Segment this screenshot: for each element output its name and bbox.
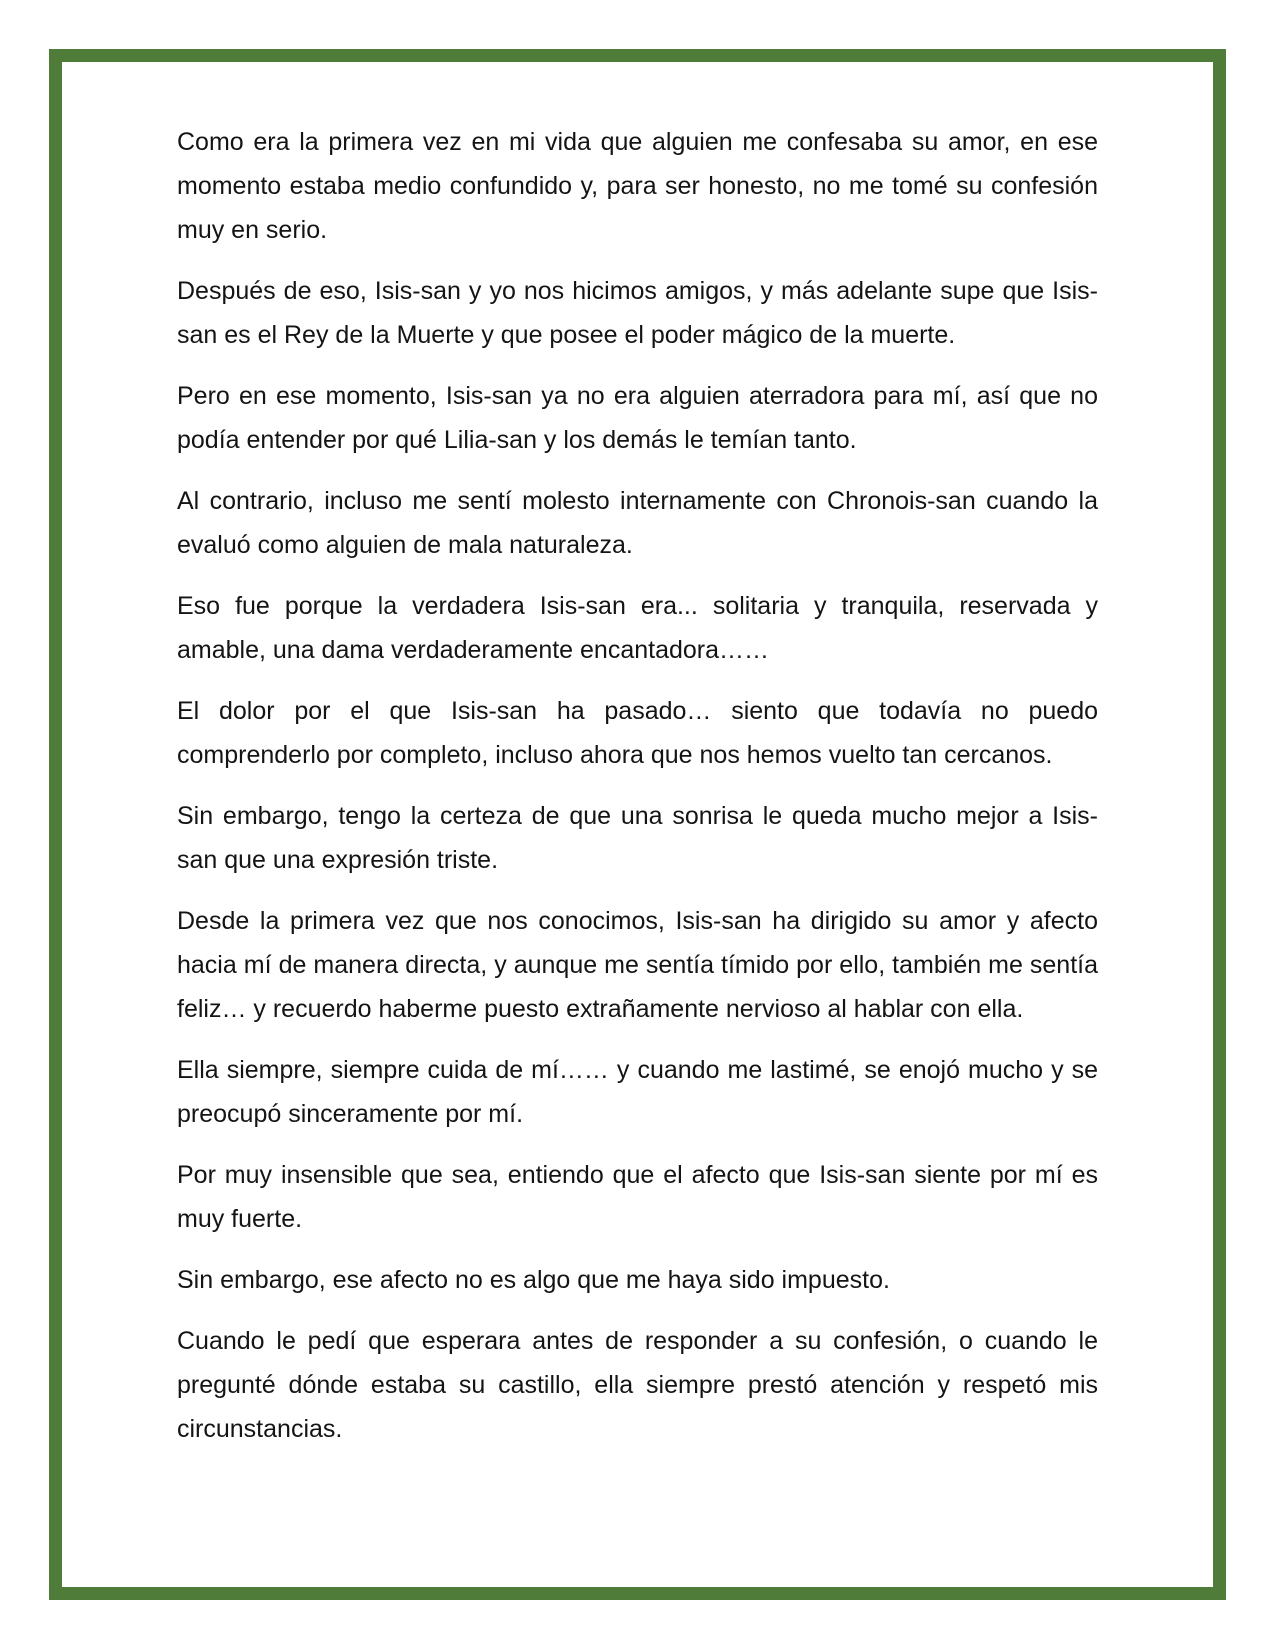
- paragraph-7: Sin embargo, tengo la certeza de que una sonrisa le queda mucho mejor a Isis-san que una expresión triste.: [177, 802, 1098, 874]
- paragraph-8: Desde la primera vez que nos conocimos, Isis-san ha dirigido su amor y afecto hacia mí de manera directa, y aunque me sentía tímido por ello, también me sentía feliz… y recuerdo haberme puesto extrañamente nervioso al hablar con ella.: [177, 907, 1098, 1023]
- paragraph-11: Sin embargo, ese afecto no es algo que me haya sido impuesto.: [177, 1266, 890, 1294]
- paragraph-2: Después de eso, Isis-san y yo nos hicimos amigos, y más adelante supe que Isis-san es el Rey de la Muerte y que posee el poder mágico de la muerte.: [177, 277, 1098, 349]
- paragraph-9: Ella siempre, siempre cuida de mí…… y cuando me lastimé, se enojó mucho y se preocupó sinceramente por mí.: [177, 1056, 1098, 1128]
- paragraph-1: Como era la primera vez en mi vida que alguien me confesaba su amor, en ese momento estaba medio confundido y, para ser honesto, no me tomé su confesión muy en serio.: [177, 128, 1098, 244]
- paragraph-5: Eso fue porque la verdadera Isis-san era... solitaria y tranquila, reservada y amable, una dama verdaderamente encantadora……: [177, 592, 1098, 664]
- paragraph-3: Pero en ese momento, Isis-san ya no era alguien aterradora para mí, así que no podía entender por qué Lilia-san y los demás le temían tanto.: [177, 382, 1098, 454]
- paragraph-10: Por muy insensible que sea, entiendo que el afecto que Isis-san siente por mí es muy fuerte.: [177, 1161, 1098, 1233]
- document-body: [177, 120, 1098, 1468]
- paragraph-4: Al contrario, incluso me sentí molesto internamente con Chronois-san cuando la evaluó como alguien de mala naturaleza.: [177, 487, 1098, 559]
- paragraph-6: El dolor por el que Isis-san ha pasado… siento que todavía no puedo comprenderlo por completo, incluso ahora que nos hemos vuelto tan cercanos.: [177, 697, 1098, 769]
- paragraph-12: Cuando le pedí que esperara antes de responder a su confesión, o cuando le pregunté dónde estaba su castillo, ella siempre prestó atención y respetó mis circunstancias.: [177, 1327, 1098, 1443]
